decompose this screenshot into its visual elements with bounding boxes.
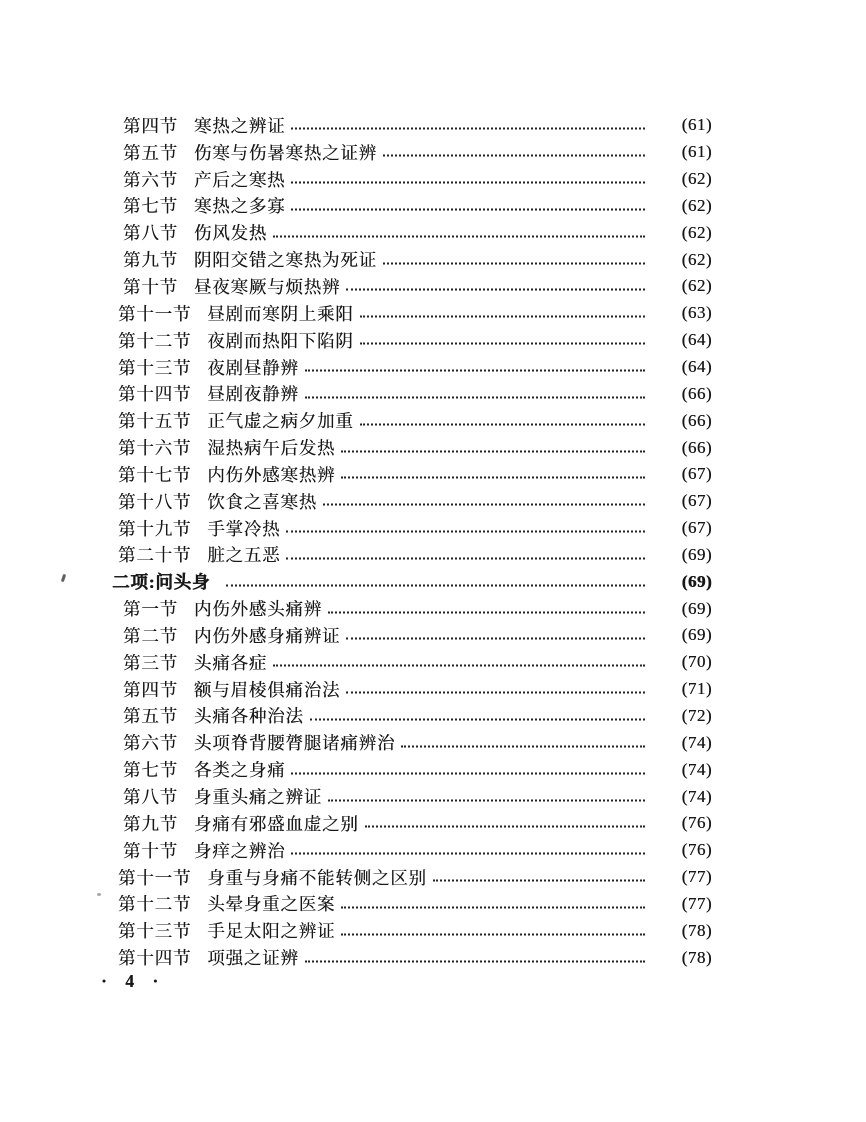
toc-entry-page: (78) — [681, 920, 712, 940]
toc-entry-row — [0, 595, 712, 622]
toc-entry-page: (66) — [681, 383, 712, 403]
toc-entry-label: 第十五节 — [118, 411, 192, 432]
toc-entry-page: (76) — [681, 840, 712, 860]
toc-entry-page: (66) — [681, 437, 712, 457]
toc-entry-label: 第六节 — [123, 169, 178, 190]
dot-leader — [291, 208, 645, 210]
toc-entry-row — [0, 380, 712, 407]
toc-entry-page: (61) — [681, 142, 712, 162]
dot-leader — [341, 450, 645, 452]
dot-leader — [346, 692, 645, 694]
toc-entry-page: (76) — [681, 813, 712, 833]
dot-leader — [383, 262, 645, 264]
toc-entry-row — [0, 219, 712, 246]
toc-entry-row — [0, 944, 712, 971]
toc-entry-title: 产后之寒热 — [193, 169, 286, 190]
toc-entry-label: 第十三节 — [118, 357, 192, 378]
toc-entry-label: 第八节 — [123, 223, 178, 244]
toc-entry-row — [0, 703, 712, 730]
toc-entry-label: 第四节 — [123, 679, 178, 700]
toc-entry-title: 身重头痛之辨证 — [193, 787, 323, 808]
toc-entry-row — [0, 246, 712, 273]
dot-leader — [286, 557, 645, 559]
dot-leader — [328, 799, 645, 801]
toc-entry-page: (78) — [681, 947, 712, 967]
toc-entry-title: 身痒之辨治 — [193, 840, 286, 861]
toc-entry-title: 手掌冷热 — [207, 518, 281, 539]
toc-entry-page: (69) — [681, 571, 712, 591]
dot-leader — [226, 584, 645, 586]
toc-entry-page: (62) — [681, 222, 712, 242]
toc-entry-title: 各类之身痛 — [193, 760, 286, 781]
dot-leader — [305, 370, 645, 372]
toc-entry-label: 第十一节 — [118, 867, 192, 888]
dot-leader — [360, 316, 645, 318]
toc-entry-row — [0, 273, 712, 300]
toc-entry-row — [0, 568, 712, 595]
toc-entry-title: 额与眉棱俱痛治法 — [193, 679, 341, 700]
toc-entry-label: 第十四节 — [118, 948, 192, 969]
toc-entry-row — [0, 649, 712, 676]
toc-entry-page: (74) — [681, 759, 712, 779]
dot-leader — [323, 504, 645, 506]
toc-entry-label: 第七节 — [123, 196, 178, 217]
toc-entry-label: 第十九节 — [118, 518, 192, 539]
toc-entry-title: 手足太阳之辨证 — [207, 921, 336, 942]
toc-entry-page: (66) — [681, 410, 712, 430]
toc-entry-row — [0, 890, 712, 917]
dot-leader — [286, 531, 645, 533]
toc-entry-title: 内伤外感身痛辨证 — [193, 625, 341, 646]
toc-entry-page: (69) — [681, 625, 712, 645]
dot-leader — [360, 423, 645, 425]
toc-entry-title: 头痛各种治法 — [193, 706, 304, 727]
toc-entry-label: 第三节 — [123, 652, 178, 673]
toc-entry-title: 头晕身重之医案 — [207, 894, 336, 915]
toc-entry-title: 头痛各症 — [193, 652, 268, 673]
toc-entry-row — [0, 434, 712, 461]
toc-entry-title: 夜剧而热阳下陷阴 — [207, 330, 354, 351]
toc-entry-label: 第二十节 — [118, 545, 192, 566]
toc-entry-title: 昼剧而寒阴上乘阳 — [207, 303, 354, 324]
toc-entry-label: 第九节 — [123, 813, 178, 834]
dot-leader — [291, 182, 645, 184]
toc-entry-row — [0, 327, 712, 354]
toc-entry-page: (72) — [681, 705, 712, 725]
toc-entry-title: 湿热病午后发热 — [207, 438, 336, 459]
toc-entry-page: (67) — [681, 464, 712, 484]
toc-entry-row — [0, 756, 712, 783]
toc-entry-row — [0, 676, 712, 703]
toc-entry-row — [0, 354, 712, 381]
toc-list — [0, 112, 712, 971]
toc-entry-title: 身痛有邪盛血虚之别 — [193, 813, 359, 834]
toc-entry-row — [0, 515, 712, 542]
toc-entry-label: 第九节 — [123, 250, 178, 271]
toc-entry-label: 第十二节 — [118, 894, 192, 915]
toc-entry-page: (64) — [681, 357, 712, 377]
dot-leader — [346, 289, 645, 291]
toc-entry-label: 第五节 — [123, 706, 178, 727]
toc-entry-title: 项强之证辨 — [207, 948, 299, 969]
dot-leader — [433, 880, 645, 882]
toc-entry-label: 第十三节 — [118, 921, 192, 942]
toc-entry-page: (77) — [681, 893, 712, 913]
toc-entry-page: (67) — [681, 518, 712, 538]
toc-entry-page: (71) — [681, 679, 712, 699]
toc-entry-title: 寒热之辨证 — [193, 115, 286, 136]
toc-entry-page: (67) — [681, 491, 712, 511]
toc-entry-label: 第五节 — [123, 142, 178, 163]
toc-entry-row — [0, 488, 712, 515]
dot-leader — [273, 235, 645, 237]
dot-leader — [291, 772, 645, 774]
toc-entry-page: (62) — [681, 249, 712, 269]
toc-entry-label: 第十四节 — [118, 384, 192, 405]
toc-entry-row — [0, 864, 712, 891]
toc-entry-page: (63) — [681, 303, 712, 323]
toc-entry-title: 内伤外感寒热辨 — [207, 464, 336, 485]
toc-entry-row — [0, 407, 712, 434]
toc-entry-label: 第十八节 — [118, 491, 192, 512]
toc-entry-page: (62) — [681, 169, 712, 189]
toc-entry-label: 第十七节 — [118, 464, 192, 485]
dot-leader — [365, 826, 645, 828]
toc-entry-label: 第六节 — [123, 733, 178, 754]
toc-entry-row — [0, 461, 712, 488]
toc-entry-row — [0, 837, 712, 864]
toc-entry-row — [0, 810, 712, 837]
toc-entry-row — [0, 300, 712, 327]
toc-entry-title: 内伤外感头痛辨 — [193, 599, 323, 620]
dot-leader — [383, 155, 645, 157]
toc-entry-label: 第七节 — [123, 760, 178, 781]
dot-leader — [328, 611, 645, 613]
dot-leader — [305, 396, 645, 398]
toc-entry-label: 第十节 — [123, 840, 178, 861]
toc-entry-page: (74) — [681, 732, 712, 752]
toc-entry-row — [0, 139, 712, 166]
toc-entry-row — [0, 622, 712, 649]
toc-entry-title: 饮食之喜寒热 — [207, 491, 318, 512]
toc-entry-row — [0, 166, 712, 193]
footer-page-number: · 4 · — [101, 971, 166, 991]
toc-entry-label: 第一节 — [123, 599, 178, 620]
toc-entry-title: 夜剧昼静辨 — [207, 357, 299, 378]
dot-leader — [291, 128, 645, 130]
toc-entry-row — [0, 112, 712, 139]
dot-leader — [305, 960, 645, 962]
toc-entry-title: 阴阳交错之寒热为死证 — [193, 250, 377, 271]
toc-entry-page: (74) — [681, 786, 712, 806]
toc-entry-title: 头项脊背腰膂腿诸痛辨治 — [193, 733, 396, 754]
toc-entry-row — [0, 193, 712, 220]
toc-entry-page: (77) — [681, 867, 712, 887]
dot-leader — [341, 477, 645, 479]
dot-leader — [401, 745, 645, 747]
toc-entry-title: 昼剧夜静辨 — [207, 384, 299, 405]
dot-leader — [341, 933, 645, 935]
toc-entry-label: 第十一节 — [118, 303, 192, 324]
toc-entry-title: 寒热之多寡 — [193, 196, 286, 217]
toc-entry-title: 伤风发热 — [193, 223, 268, 244]
toc-entry-page: (61) — [681, 115, 712, 135]
dot-leader — [360, 343, 645, 345]
toc-entry-title: 伤寒与伤暑寒热之证辨 — [193, 142, 377, 163]
toc-entry-label: 第二节 — [123, 625, 178, 646]
toc-entry-label: 二项:问头身 — [112, 572, 211, 593]
toc-entry-page: (70) — [681, 652, 712, 672]
toc-entry-title: 正气虚之病夕加重 — [207, 411, 354, 432]
toc-entry-page: (69) — [681, 544, 712, 564]
toc-entry-label: 第十六节 — [118, 438, 192, 459]
toc-entry-title: 脏之五恶 — [207, 545, 281, 566]
toc-entry-label: 第四节 — [123, 115, 178, 136]
toc-entry-label: 第八节 — [123, 787, 178, 808]
toc-entry-title: 身重与身痛不能转侧之区别 — [207, 867, 427, 888]
toc-entry-row — [0, 542, 712, 569]
toc-entry-page: (64) — [681, 330, 712, 350]
toc-entry-row — [0, 783, 712, 810]
dot-leader — [341, 906, 645, 908]
dot-leader — [310, 718, 645, 720]
toc-entry-row — [0, 917, 712, 944]
toc-entry-label: 第十节 — [123, 276, 178, 297]
toc-entry-title: 昼夜寒厥与烦热辨 — [193, 276, 341, 297]
toc-entry-page: (69) — [681, 598, 712, 618]
toc-entry-page: (62) — [681, 276, 712, 296]
dot-leader — [273, 665, 645, 667]
toc-entry-row — [0, 729, 712, 756]
dot-leader — [346, 638, 645, 640]
toc-entry-page: (62) — [681, 195, 712, 215]
dot-leader — [291, 853, 645, 855]
toc-entry-label: 第十二节 — [118, 330, 192, 351]
